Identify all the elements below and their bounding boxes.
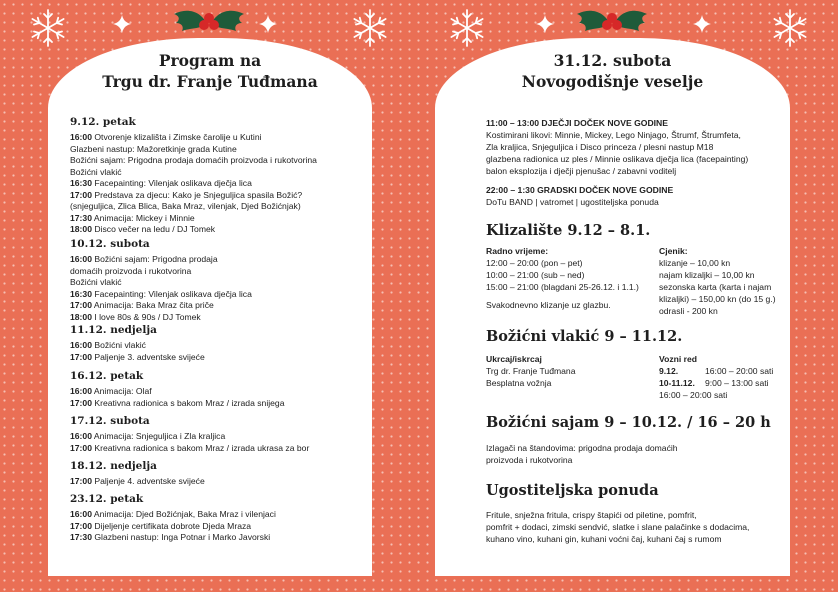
- train-title: Božićni vlakić 9 – 11.12.: [486, 328, 683, 345]
- schedule-item: [70, 442, 309, 454]
- kids-line: balon eksplozija i dječji pjenušac / zabavni voditelj: [486, 166, 677, 176]
- right-title: [435, 50, 790, 92]
- schedule-text: Animacija: Mickey i Minnie: [93, 212, 195, 223]
- schedule-item: [70, 475, 205, 487]
- train-schedule-day: 10-11.12.: [659, 378, 695, 388]
- schedule-text: Glazbeni nastup: Inga Potnar i Marko Javorski: [94, 532, 271, 542]
- snowflake-icon: [350, 8, 390, 48]
- schedule-time: 17:00: [70, 300, 92, 310]
- schedule-time: 16:00: [70, 340, 92, 350]
- schedule-item: [70, 154, 317, 166]
- snowflake-icon: [770, 8, 810, 48]
- day-heading: 9.12. petak: [70, 116, 136, 128]
- schedule-item: [70, 276, 122, 288]
- schedule-item: [70, 189, 302, 201]
- schedule-time: 17:00: [70, 189, 92, 200]
- city-line: DoTu BAND | vatromet | ugostiteljska ponuda: [486, 197, 659, 207]
- schedule-text: Animacija: Olaf: [93, 386, 152, 396]
- schedule-time: 17:30: [70, 212, 92, 223]
- schedule-text: Kreativna radionica s bakom Mraz / izrada snijega: [94, 397, 285, 408]
- rink-hours-label: Radno vrijeme:: [486, 246, 549, 256]
- train-stop-line: Besplatna vožnja: [486, 378, 552, 388]
- schedule-time: 16:00: [70, 386, 92, 396]
- schedule-item: [70, 288, 252, 300]
- train-schedule-day: 9.12.: [659, 366, 679, 376]
- schedule-time: 16:00: [70, 509, 92, 519]
- schedule-item: [70, 351, 205, 363]
- schedule-item: [70, 397, 284, 409]
- day-heading: 17.12. subota: [70, 415, 150, 427]
- schedule-text: Kreativna radionica s bakom Mraz / izrada ukrasa za bor: [94, 442, 310, 453]
- rink-price-line: sezonska karta (karta i najam: [659, 282, 772, 292]
- schedule-item: [70, 131, 262, 143]
- food-line: Fritule, snježna fritula, crispy štapići od piletine, pomfrit,: [486, 510, 697, 520]
- schedule-text: I love 80s & 90s / DJ Tomek: [94, 311, 201, 322]
- schedule-item: [70, 223, 215, 235]
- schedule-text: Božićni vlakić: [70, 166, 122, 177]
- schedule-item: [70, 299, 214, 311]
- rink-title: Klizalište 9.12 – 8.1.: [486, 222, 651, 239]
- sparkle-icon: [535, 14, 555, 34]
- left-title-line-1: Program na: [158, 51, 262, 70]
- food-line: kuhano vino, kuhani gin, kuhani voćni čaj, kuhani čaj s rumom: [486, 534, 722, 544]
- rink-price-line: klizaljki) – 150,00 kn (do 15 g.): [659, 294, 776, 304]
- schedule-text: Animacija: Baka Mraz čita priče: [93, 300, 214, 310]
- schedule-text: Animacija: Djed Božićnjak, Baka Mraz i vilenjaci: [93, 509, 276, 519]
- kids-line: glazbena radionica uz ples / Minnie oslikava dječja lica (facepainting): [486, 154, 749, 164]
- city-heading: 22:00 – 1:30 GRADSKI DOČEK NOVE GODINE: [486, 185, 674, 195]
- day-heading: 16.12. petak: [70, 370, 144, 382]
- left-title-line-2: Trgu dr. Franje Tuđmana: [102, 72, 318, 91]
- schedule-item: [70, 212, 195, 224]
- train-schedule-label: Vozni red: [659, 354, 698, 364]
- rink-price-line: najam klizaljki – 10,00 kn: [659, 270, 755, 280]
- day-heading: 18.12. nedjelja: [70, 460, 157, 472]
- schedule-text: Dijeljenje certifikata dobrote Djeda Mraza: [94, 520, 252, 531]
- schedule-time: 16:30: [70, 178, 92, 188]
- sparkle-icon: [692, 14, 712, 34]
- schedule-item: [70, 385, 152, 397]
- schedule-item: [70, 430, 225, 442]
- schedule-text: Disco večer na ledu / DJ Tomek: [94, 224, 216, 234]
- schedule-time: 17:00: [70, 442, 92, 453]
- schedule-text: Animacija: Snjeguljica i Zla kraljica: [93, 431, 226, 441]
- fair-line: Izlagači na štandovima: prigodna prodaja domaćih: [486, 443, 678, 453]
- train-stop-line: Trg dr. Franje Tuđmana: [486, 366, 576, 376]
- schedule-item: [70, 177, 252, 189]
- fair-title: Božićni sajam 9 – 10.12. / 16 – 20 h: [486, 414, 771, 431]
- schedule-item: [70, 339, 146, 351]
- schedule-time: 17:30: [70, 532, 92, 542]
- rink-price-line: odrasli - 200 kn: [659, 306, 718, 316]
- schedule-text: Božićni sajam: Prigodna prodaja domaćih proizvoda i rukotvorina: [70, 155, 317, 165]
- schedule-time: 18:00: [70, 224, 92, 234]
- schedule-text: Božićni sajam: Prigodna prodaja: [94, 254, 218, 264]
- train-stop-label: Ukrcaj/iskrcaj: [486, 354, 542, 364]
- day-heading: 23.12. petak: [70, 493, 144, 505]
- train-schedule-time: 9:00 – 13:00 sati: [705, 378, 769, 388]
- schedule-text: Božićni vlakić: [70, 277, 122, 287]
- schedule-time: 16:00: [70, 431, 92, 441]
- right-title-line-1: 31.12. subota: [553, 51, 672, 70]
- snowflake-icon: [447, 8, 487, 48]
- schedule-time: 17:00: [70, 397, 92, 408]
- schedule-time: 17:00: [70, 520, 92, 531]
- schedule-text: Božićni vlakić: [94, 340, 146, 350]
- train-schedule-time: 16:00 – 20:00 sati: [659, 390, 728, 400]
- train-schedule-time: 16:00 – 20:00 sati: [705, 366, 774, 376]
- schedule-text: Glazbeni nastup: Mažoretkinje grada Kutine: [70, 143, 237, 154]
- left-title: [48, 50, 372, 92]
- schedule-text: (snjeguljica, Zlica Blica, Baka Mraz, vilenjak, Djed Božićnjak): [70, 201, 301, 211]
- schedule-time: 17:00: [70, 476, 92, 486]
- sparkle-icon: [258, 14, 278, 34]
- rink-price-line: klizanje – 10,00 kn: [659, 258, 731, 268]
- schedule-text: Paljenje 4. adventske svijeće: [94, 476, 205, 486]
- holly-icon: [575, 4, 649, 36]
- kids-line: Zla kraljica, Snjeguljica i Disco princeza / plesni nastup M18: [486, 142, 714, 152]
- kids-heading: 11:00 – 13:00 DJEČJI DOČEK NOVE GODINE: [486, 118, 668, 128]
- snowflake-icon: [28, 8, 68, 48]
- rink-price-label: Cjenik:: [659, 246, 688, 256]
- schedule-item: [70, 253, 218, 265]
- schedule-item: [70, 200, 301, 212]
- holly-icon: [172, 4, 246, 36]
- schedule-text: Predstava za djecu: Kako je Snjeguljica spasila Božić?: [94, 189, 303, 200]
- schedule-time: 17:00: [70, 351, 92, 362]
- schedule-time: 16:00: [70, 132, 92, 142]
- rink-note: Svakodnevno klizanje uz glazbu.: [486, 300, 611, 310]
- schedule-item: [70, 166, 122, 178]
- sparkle-icon: [112, 14, 132, 34]
- schedule-time: 16:00: [70, 254, 92, 264]
- schedule-item: [70, 508, 276, 520]
- schedule-text: Otvorenje klizališta i Zimske čarolije u Kutini: [94, 132, 262, 142]
- schedule-text: Paljenje 3. adventske svijeće: [94, 351, 205, 362]
- kids-line: Kostimirani likovi: Minnie, Mickey, Lego Ninjago, Štrumf, Štrumfeta,: [486, 130, 741, 140]
- schedule-text: Facepainting: Vilenjak oslikava dječja lica: [94, 288, 252, 299]
- schedule-item: [70, 311, 201, 323]
- schedule-time: 16:30: [70, 288, 92, 299]
- schedule-item: [70, 265, 191, 277]
- rink-hours-line: 15:00 – 21:00 (blagdani 25-26.12. i 1.1.): [486, 282, 639, 292]
- fair-line: proizvoda i rukotvorina: [486, 455, 573, 465]
- rink-hours-line: 12:00 – 20:00 (pon – pet): [486, 258, 583, 268]
- schedule-text: Facepainting: Vilenjak oslikava dječja lica: [94, 178, 252, 188]
- food-line: pomfrit + dodaci, zimski sendvić, slatke i slane palačinke s dodacima,: [486, 522, 750, 532]
- schedule-time: 18:00: [70, 311, 92, 322]
- rink-hours-line: 10:00 – 21:00 (sub – ned): [486, 270, 585, 280]
- day-heading: 10.12. subota: [70, 238, 150, 250]
- schedule-item: [70, 531, 270, 543]
- schedule-text: domaćih proizvoda i rukotvorina: [70, 265, 192, 276]
- food-title: Ugostiteljska ponuda: [486, 482, 659, 499]
- schedule-item: [70, 520, 251, 532]
- schedule-item: [70, 143, 237, 155]
- right-title-line-2: Novogodišnje veselje: [521, 72, 704, 91]
- day-heading: 11.12. nedjelja: [70, 324, 157, 336]
